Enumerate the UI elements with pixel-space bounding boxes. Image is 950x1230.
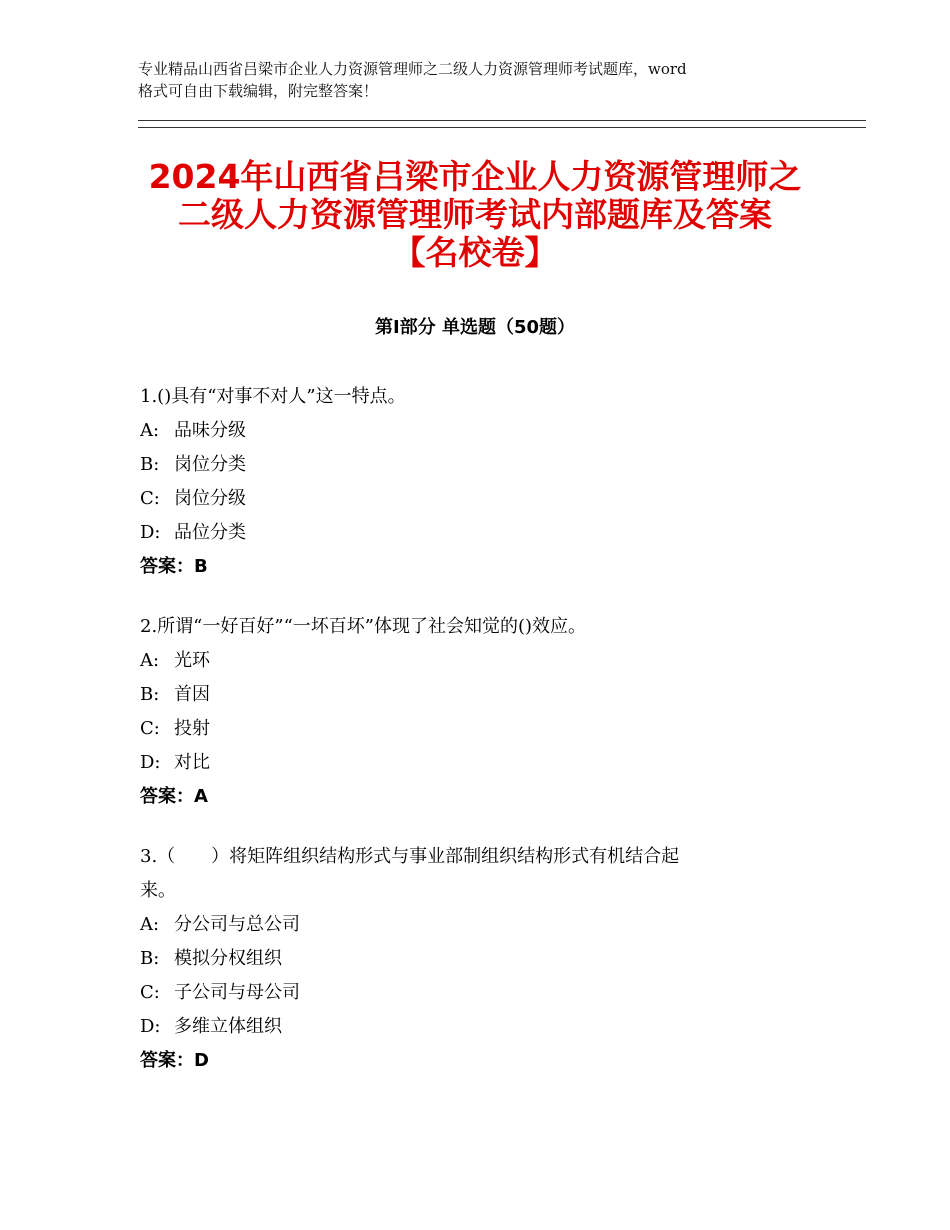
question-item (140, 610, 830, 814)
header-note-line-1: 专业精品山西省吕梁市企业人力资源管理师之二级人力资源管理师考试题库，word (138, 60, 687, 78)
option-text: 对比 (174, 752, 210, 773)
option-text: 品味分级 (174, 420, 246, 441)
option-a (140, 644, 830, 678)
option-c (140, 482, 830, 516)
option-letter: D: (140, 752, 161, 773)
option-c (140, 976, 830, 1010)
option-c (140, 712, 830, 746)
option-letter: D: (140, 1016, 161, 1037)
question-stem: 3.（ ）将矩阵组织结构形式与事业部制组织结构形式有机结合起 (140, 846, 680, 867)
header-note (138, 58, 838, 102)
option-text: 分公司与总公司 (174, 914, 300, 935)
option-a (140, 414, 830, 448)
option-letter: B: (140, 454, 160, 475)
answer-label: 答案：D (140, 1050, 209, 1071)
option-text: 光环 (174, 650, 210, 671)
option-b (140, 678, 830, 712)
option-d (140, 746, 830, 780)
option-text: 子公司与母公司 (174, 982, 300, 1003)
option-d (140, 1010, 830, 1044)
option-text: 模拟分权组织 (174, 948, 282, 969)
option-d (140, 516, 830, 550)
option-letter: B: (140, 684, 160, 705)
document-title-line-2: 二级人力资源管理师考试内部题库及答案 (178, 195, 772, 234)
answer-label: 答案：A (140, 786, 208, 807)
question-stem: 1.()具有“对事不对人”这一特点。 (140, 386, 406, 407)
option-text: 投射 (174, 718, 210, 739)
answer-label: 答案：B (140, 556, 208, 577)
question-stem: 2.所谓“一好百好”“一坏百坏”体现了社会知觉的()效应。 (140, 616, 587, 637)
option-text: 岗位分类 (174, 454, 246, 475)
option-letter: C: (140, 982, 160, 1003)
option-letter: B: (140, 948, 160, 969)
question-item (140, 840, 830, 1078)
option-text: 首因 (174, 684, 210, 705)
option-b (140, 942, 830, 976)
document-title-line-1: 2024年山西省吕梁市企业人力资源管理师之 (148, 157, 802, 196)
option-a (140, 908, 830, 942)
document-title-line-3: 【名校卷】 (392, 233, 558, 272)
option-letter: C: (140, 488, 160, 509)
header-divider (138, 120, 866, 128)
document-title (110, 158, 840, 272)
option-letter: D: (140, 522, 161, 543)
question-item (140, 380, 830, 584)
option-text: 品位分类 (174, 522, 246, 543)
option-letter: A: (140, 420, 160, 441)
question-list (140, 380, 830, 1104)
question-stem-continued: 来。 (140, 880, 176, 901)
option-letter: A: (140, 650, 160, 671)
option-text: 岗位分级 (174, 488, 246, 509)
header-note-line-2: 格式可自由下载编辑，附完整答案！ (138, 82, 379, 100)
option-text: 多维立体组织 (174, 1016, 282, 1037)
option-letter: A: (140, 914, 160, 935)
option-b (140, 448, 830, 482)
option-letter: C: (140, 718, 160, 739)
section-heading: 第Ⅰ部分 单选题（50题） (374, 317, 575, 338)
